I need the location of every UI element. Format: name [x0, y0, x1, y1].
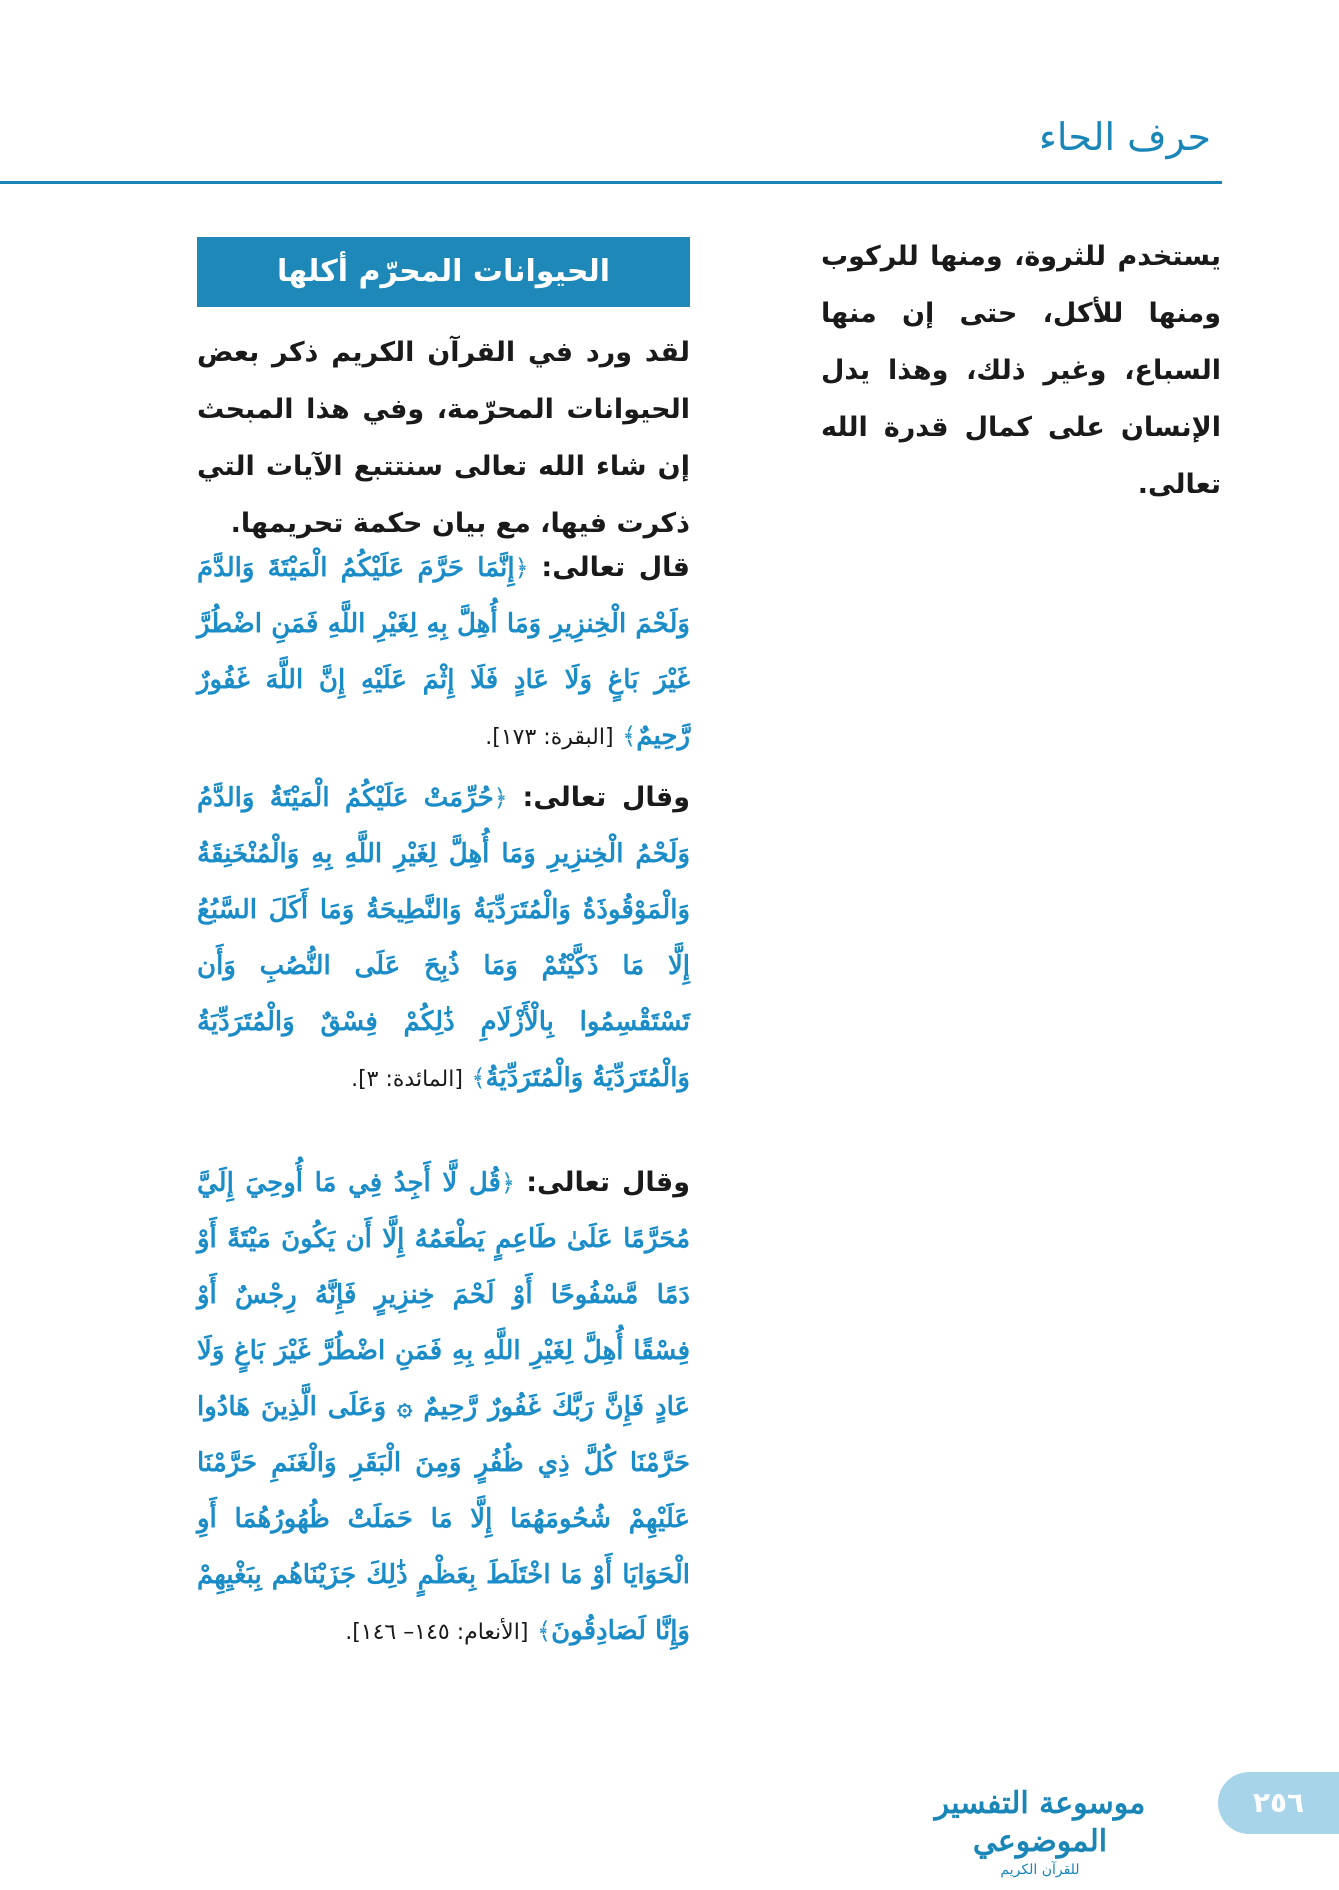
logo-title: موسوعة التفسير الموضوعي: [934, 1786, 1146, 1859]
page-number-badge: ٢٥٦: [1218, 1772, 1339, 1834]
verse-open-bracket: ﴿: [493, 784, 508, 812]
verse-text: قُل لَّا أَجِدُ فِي مَا أُوحِيَ إِلَيَّ مُحَرَّمًا عَلَىٰ طَاعِمٍ يَطْعَمُهُ إِلَّا أَن يَكُونَ مَيْتَةً أَوْ دَمًا مَّسْفُوحًا أَوْ لَحْمَ خِنزِيرٍ فَإِنَّهُ رِجْسٌ أَوْ فِسْقًا أُهِلَّ لِغَيْرِ اللَّهِ بِهِ فَمَنِ اضْطُرَّ غَيْرَ بَاغٍ وَلَا عَادٍ فَإِنَّ رَبَّكَ غَفُورٌ رَّحِيمٌ ۞ وَعَلَى الَّذِينَ هَادُوا حَرَّمْنَا كُلَّ ذِي ظُفُرٍ وَمِنَ الْبَقَرِ وَالْغَنَمِ حَرَّمْنَا عَلَيْهِمْ شُحُومَهُمَا إِلَّا مَا حَمَلَتْ ظُهُورُهُمَا أَوِ الْحَوَايَا أَوْ مَا اخْتَلَطَ بِعَظْمٍ ذَٰلِكَ جَزَيْنَاهُم بِبَغْيِهِمْ وَإِنَّا لَصَادِقُونَ: [197, 1168, 690, 1646]
verse-open-bracket: ﴿: [500, 1169, 516, 1197]
logo-subtitle: للقرآن الكريم: [1000, 1862, 1080, 1878]
encyclopedia-logo: [910, 1785, 1170, 1879]
verse-close-bracket: ﴾: [537, 1617, 552, 1645]
verse-reference: [البقرة: ١٧٣].: [485, 725, 614, 750]
verse-close-bracket: ﴾: [622, 722, 637, 750]
verse-reference: [المائدة: ٣].: [351, 1067, 463, 1092]
right-column-text: يستخدم للثروة، ومنها للركوب ومنها للأكل، حتى إن منها السباع، وغير ذلك، وهذا يدل الإنسان على كمال قدرة الله تعالى.: [821, 241, 1221, 500]
chapter-title: حرف الحاء: [1038, 115, 1211, 159]
verse-reference: [الأنعام: ١٤٥– ١٤٦].: [345, 1620, 529, 1645]
quote-block: [197, 540, 690, 765]
section-intro: لقد ورد في القرآن الكريم ذكر بعض الحيوانات المحرّمة، وفي هذا المبحث إن شاء الله تعالى سنتتبع الآيات التي ذكرت فيها، مع بيان حكمة تحريمها.: [197, 337, 690, 539]
quote-lead: قال تعالى:: [541, 552, 690, 583]
header-divider: [0, 181, 1222, 184]
verse-close-bracket: ﴾: [471, 1064, 486, 1092]
quote-lead: وقال تعالى:: [526, 1167, 690, 1198]
verse-open-bracket: ﴿: [514, 554, 529, 582]
quote-block: [197, 1155, 690, 1660]
quote-block: [197, 770, 690, 1107]
quote-lead: وقال تعالى:: [522, 782, 690, 813]
verse-text: حُرِّمَتْ عَلَيْكُمُ الْمَيْتَةُ وَالدَّمُ وَلَحْمُ الْخِنزِيرِ وَمَا أُهِلَّ لِغَيْرِ اللَّهِ بِهِ وَالْمُنْخَنِقَةُ وَالْمَوْقُوذَةُ وَالْمُتَرَدِّيَةُ وَالنَّطِيحَةُ وَمَا أَكَلَ السَّبُعُ إِلَّا مَا ذَكَّيْتُمْ وَمَا ذُبِحَ عَلَى النُّصُبِ وَأَن تَسْتَقْسِمُوا بِالْأَزْلَامِ ذَٰلِكُمْ فِسْقٌ وَالْمُتَرَدِّيَةُ وَالْمُتَرَدِّيَةُ وَالْمُتَرَدِّيَةُ: [197, 783, 690, 1093]
section-heading: الحيوانات المحرّم أكلها: [197, 237, 690, 307]
verse-text: إِنَّمَا حَرَّمَ عَلَيْكُمُ الْمَيْتَةَ وَالدَّمَ وَلَحْمَ الْخِنزِيرِ وَمَا أُهِلَّ بِهِ لِغَيْرِ اللَّهِ فَمَنِ اضْطُرَّ غَيْرَ بَاغٍ وَلَا عَادٍ فَلَا إِثْمَ عَلَيْهِ إِنَّ اللَّهَ غَفُورٌ رَّحِيمٌ: [197, 553, 690, 751]
